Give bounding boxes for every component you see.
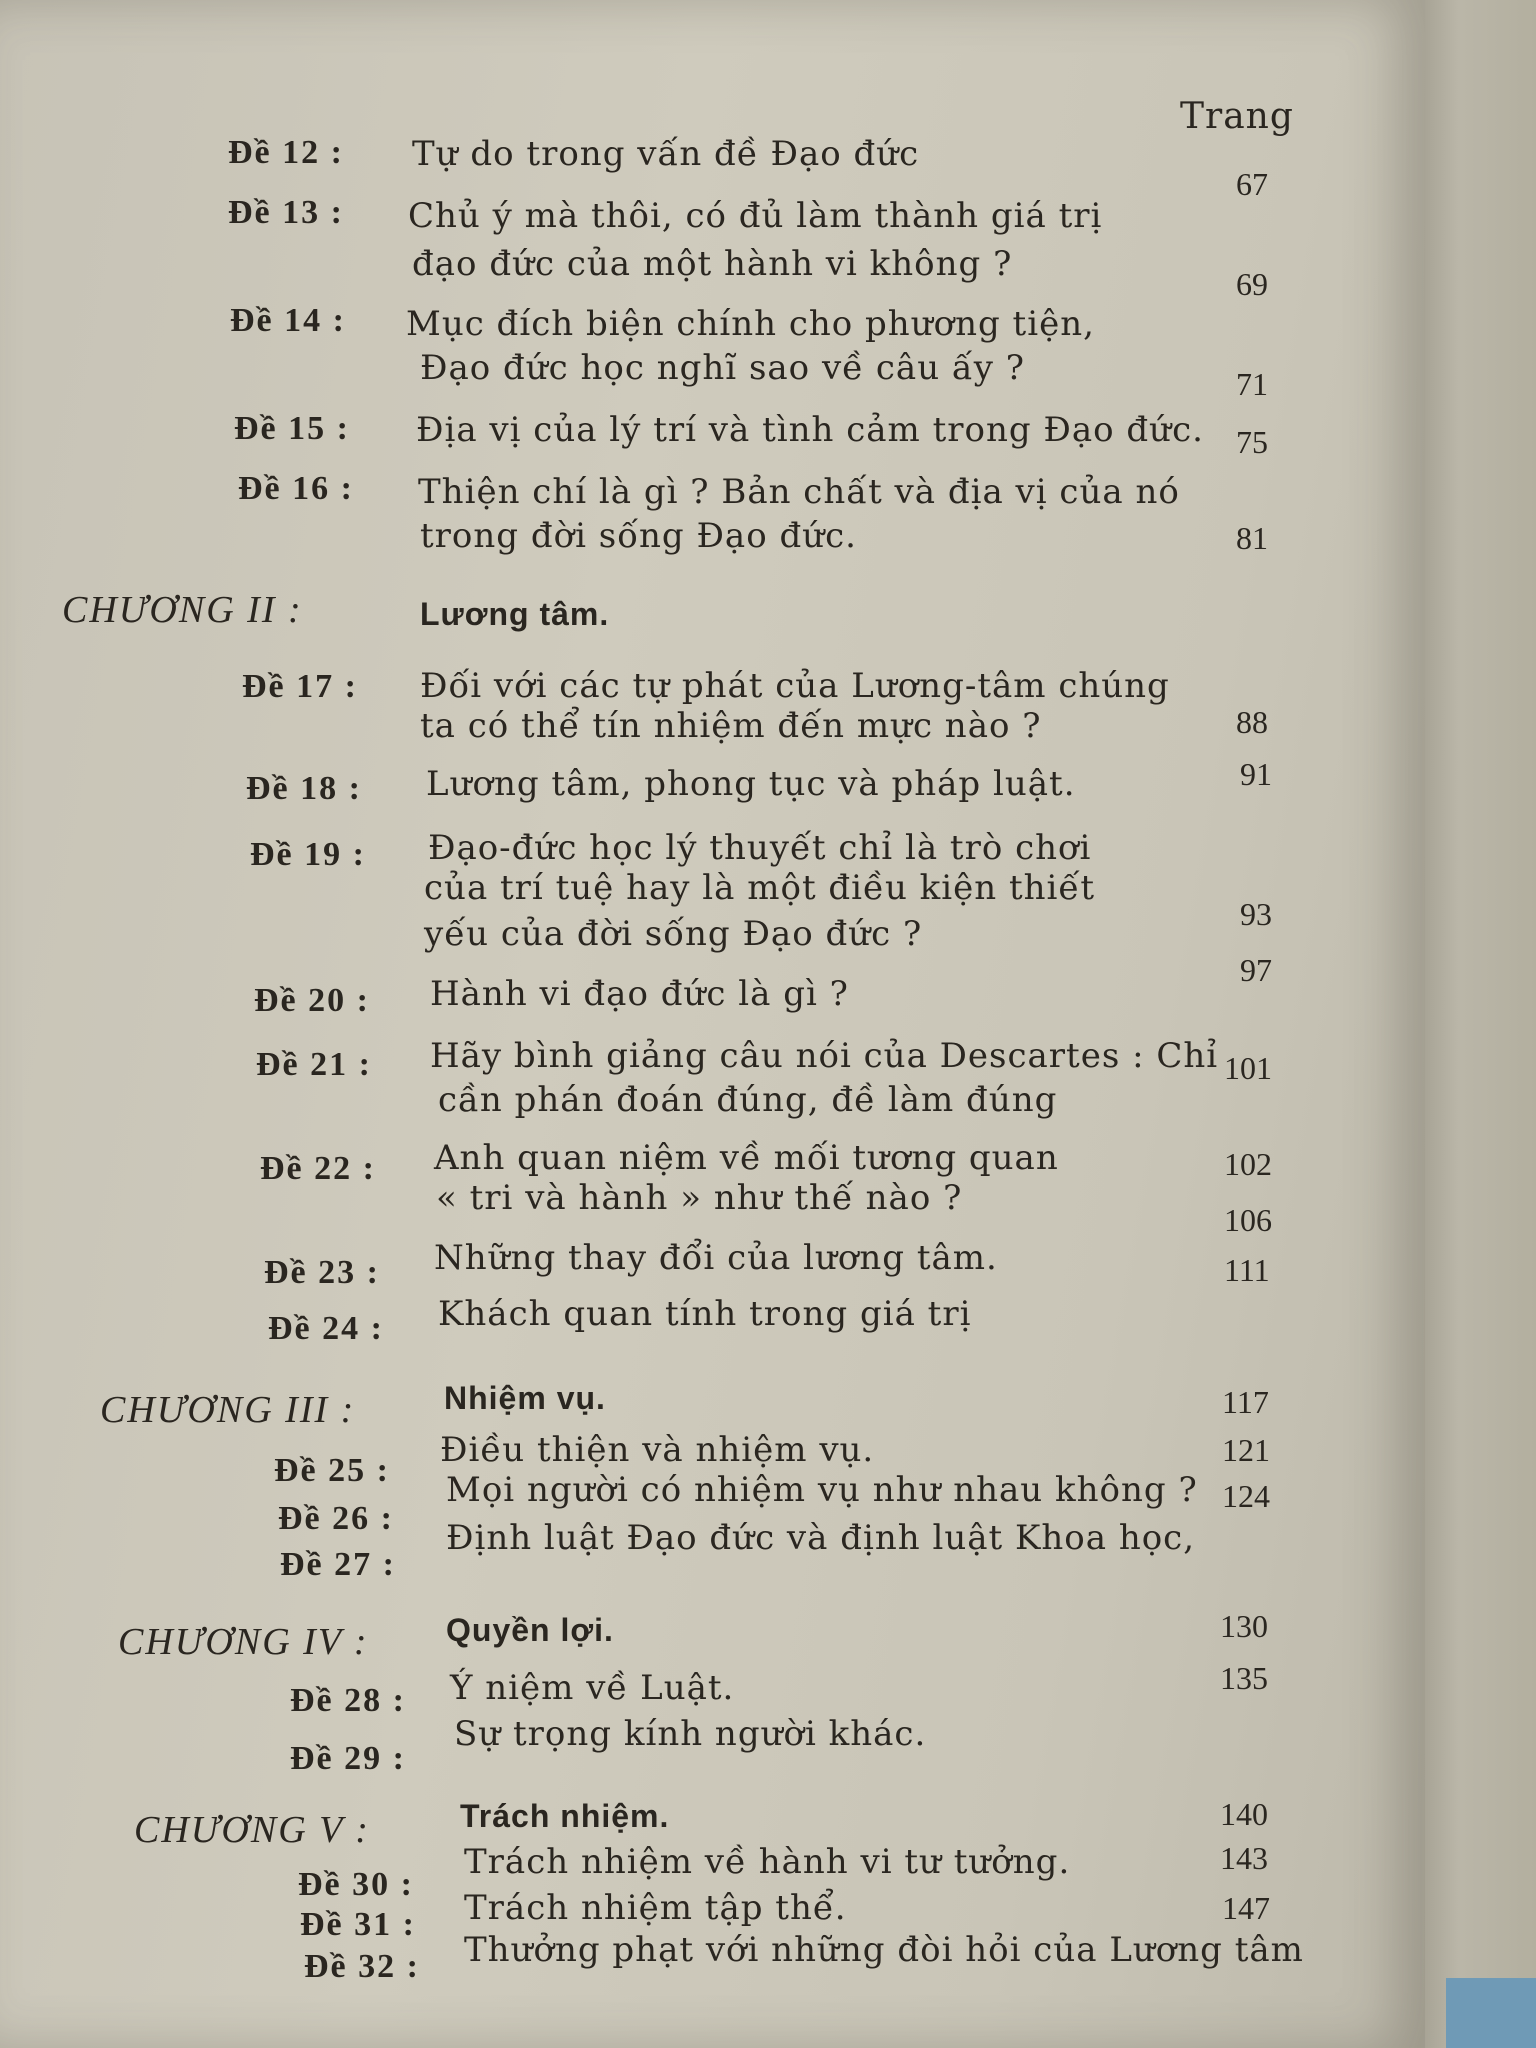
entry-text: yếu của đời sống Đạo đức ? [424, 914, 923, 954]
entry-text: Trách nhiệm tập thể. [464, 1888, 847, 1928]
entry-text: Tự do trong vấn đề Đạo đức [412, 134, 920, 174]
entry-label: Đề 19 : [250, 836, 366, 873]
entry-text: Anh quan niệm về mối tương quan [434, 1138, 1059, 1178]
entry-text: Trách nhiệm về hành vi tư tưởng. [464, 1842, 1071, 1882]
entry-text: Định luật Đạo đức và định luật Khoa học, [446, 1518, 1196, 1558]
entry-label: Đề 13 : [228, 194, 344, 231]
entry-text: Thưởng phạt với những đòi hỏi của Lương tâm [464, 1930, 1304, 1970]
entry-text: trong đời sống Đạo đức. [420, 516, 857, 556]
entry-page: 106 [1224, 1202, 1272, 1238]
entry-label: Đề 31 : [300, 1906, 416, 1943]
entry-page: 81 [1236, 520, 1268, 556]
entry-text: « tri và hành » như thế nào ? [436, 1178, 963, 1218]
entry-page: 88 [1236, 704, 1268, 740]
entry-text: Hành vi đạo đức là gì ? [430, 974, 849, 1014]
entry-page: 135 [1220, 1660, 1268, 1696]
entry-text: Đối với các tự phát của Lương-tâm chúng [420, 666, 1170, 706]
entry-text: Sự trọng kính người khác. [454, 1714, 927, 1754]
entry-label: Đề 25 : [274, 1452, 390, 1489]
entry-text: Điều thiện và nhiệm vụ. [440, 1430, 875, 1470]
entry-label: Đề 22 : [260, 1150, 376, 1187]
entry-page: 97 [1240, 952, 1272, 988]
entry-page: 140 [1220, 1796, 1268, 1832]
entry-label: Đề 16 : [238, 470, 354, 507]
entry-page: 101 [1224, 1050, 1272, 1086]
entry-text: cần phán đoán đúng, đề làm đúng [438, 1080, 1058, 1120]
entry-page: 91 [1240, 756, 1272, 792]
entry-text: Lương tâm, phong tục và pháp luật. [426, 764, 1076, 804]
entry-label: Đề 12 : [228, 134, 344, 171]
entry-page: 111 [1224, 1252, 1270, 1288]
entry-text: Những thay đổi của lương tâm. [434, 1238, 998, 1278]
entry-label: Đề 20 : [254, 982, 370, 1019]
entry-page: 124 [1222, 1478, 1270, 1514]
chapter-title: Quyền lợi. [446, 1612, 614, 1648]
entry-label: Đề 15 : [234, 410, 350, 447]
entry-label: Đề 14 : [230, 302, 346, 339]
entry-page: 143 [1220, 1840, 1268, 1876]
entry-page: 121 [1222, 1432, 1270, 1468]
entry-text: của trí tuệ hay là một điều kiện thiết [424, 868, 1096, 908]
entry-page: 69 [1236, 266, 1268, 302]
entry-label: Đề 29 : [290, 1740, 406, 1777]
entry-page: 67 [1236, 166, 1268, 202]
entry-label: Đề 26 : [278, 1500, 394, 1537]
entry-label: Đề 17 : [242, 668, 358, 705]
entry-label: Đề 30 : [298, 1866, 414, 1903]
chapter-label: CHƯƠNG III : [100, 1389, 356, 1431]
entry-text: Chủ ý mà thôi, có đủ làm thành giá trị [408, 196, 1103, 236]
entry-page: 117 [1222, 1384, 1269, 1420]
entry-label: Đề 21 : [256, 1046, 372, 1083]
chapter-label: CHƯƠNG II : [62, 589, 303, 631]
entry-label: Đề 18 : [246, 770, 362, 807]
entry-page: 75 [1236, 424, 1268, 460]
chapter-label: CHƯƠNG V : [134, 1809, 370, 1851]
page-column-header: Trang [1180, 96, 1294, 137]
entry-text: Đạo đức học nghĩ sao về câu ấy ? [420, 348, 1025, 388]
entry-page: 130 [1220, 1608, 1268, 1644]
chapter-title: Trách nhiệm. [460, 1798, 670, 1834]
entry-text: đạo đức của một hành vi không ? [412, 244, 1013, 284]
entry-label: Đề 28 : [290, 1682, 406, 1719]
chapter-title: Nhiệm vụ. [444, 1380, 606, 1416]
entry-label: Đề 24 : [268, 1310, 384, 1347]
entry-text: Mục đích biện chính cho phương tiện, [406, 304, 1095, 344]
entry-text: Địa vị của lý trí và tình cảm trong Đạo đức. [416, 410, 1204, 450]
entry-page: 102 [1224, 1146, 1272, 1182]
chapter-title: Lương tâm. [420, 596, 610, 632]
entry-label: Đề 27 : [280, 1546, 396, 1583]
entry-text: Ý niệm về Luật. [450, 1668, 735, 1708]
entry-text: Đạo-đức học lý thuyết chỉ là trò chơi [428, 828, 1092, 868]
entry-page: 93 [1240, 896, 1272, 932]
entry-label: Đề 32 : [304, 1948, 420, 1985]
next-page-edge [1425, 0, 1536, 2048]
entry-text: Khách quan tính trong giá trị [438, 1294, 972, 1334]
entry-label: Đề 23 : [264, 1254, 380, 1291]
entry-page: 147 [1222, 1890, 1270, 1926]
entry-text: ta có thể tín nhiệm đến mực nào ? [420, 706, 1042, 746]
entry-text: Thiện chí là gì ? Bản chất và địa vị của nó [418, 472, 1180, 512]
entry-page: 71 [1236, 366, 1268, 402]
entry-text: Mọi người có nhiệm vụ như nhau không ? [446, 1470, 1198, 1510]
entry-text: Hãy bình giảng câu nói của Descartes : Chỉ [430, 1036, 1219, 1076]
background-fabric [1446, 1978, 1536, 2048]
chapter-label: CHƯƠNG IV : [118, 1621, 369, 1663]
